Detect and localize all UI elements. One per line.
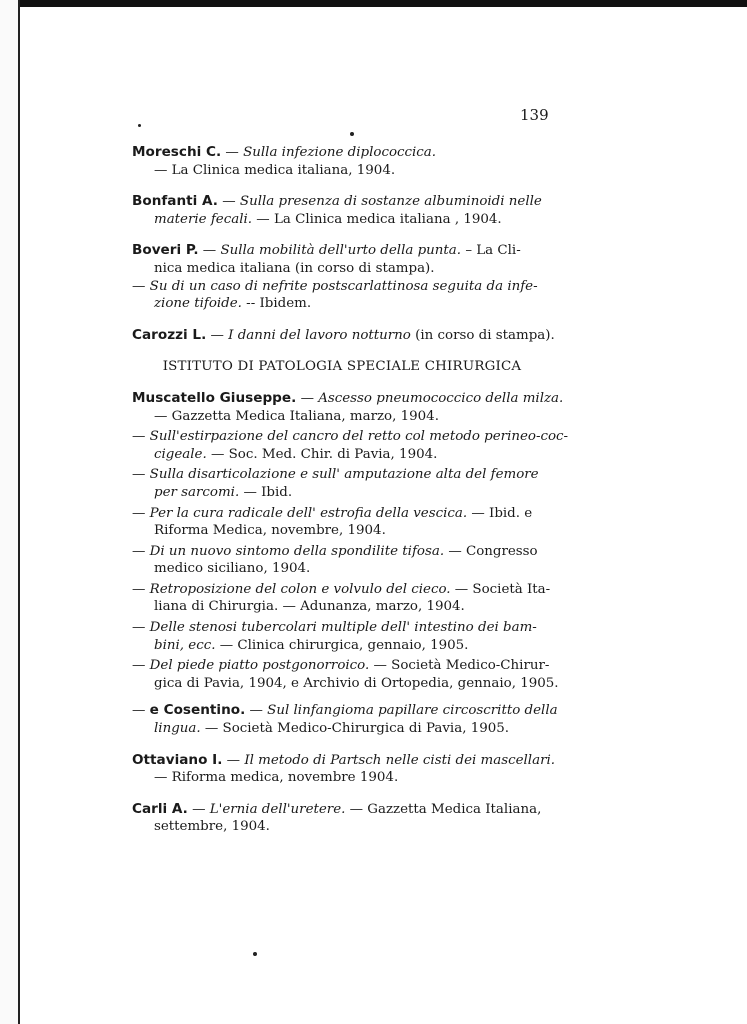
citation: — Soc. Med. Chir. di Pavia, 1904.: [206, 446, 438, 462]
citation: — La Clinica medica italiana, 1904.: [154, 162, 396, 178]
speck: [138, 124, 141, 127]
citation: — Ibid. e: [467, 505, 533, 521]
section-heading: ISTITUTO DI PATOLOGIA SPECIALE CHIRURGICA: [162, 359, 522, 375]
author: Carozzi L.: [132, 326, 207, 343]
entry-muscatello: Muscatello Giuseppe. — Ascesso pneumococcico della milza. — Gazzetta Medica Italiana, marzo, 1904. — Sull'estirpazione del cancro del retto col metodo perineo-coc- cigeale. — Soc. Med. Chir. di Pavia, 1904. — Sulla disarticolazione e sull' amputazione alta del femore per sarcomi. — Ibid. — Per la cura radicale dell' estrofia della vescica. — Ibid. e Riforma Medica, novembre, 1904. — Di un nuovo sintomo della spondilite tifosa. — Congresso medico siciliano, 1904. — Retroposizione del colon e volvulo del cieco. — Società Ita- liana di Chirurgia. — Adunanza, marzo, 1904. — Delle stenosi tubercolari multiple dell' intestino dei bam- bini, ecc. — Clinica chirurgica, gennaio, 1905. — Del piede piatto postgonorroico. — Società Medico-Chirur- gica di Pavia, 1904, e Archivio di Ortopedia, gennaio, 1905. — e Cosentino. — Sul linfangioma papillare circoscritto della lingua. — Società Medico-Chirurgica di Pavia, 1905.: [132, 389, 569, 737]
page-content: [132, 144, 569, 850]
work-title: lingua.: [154, 721, 201, 737]
work-title: per sarcomi.: [154, 484, 240, 500]
work-title: Ascesso pneumococcico della milza.: [318, 390, 564, 406]
author: e Cosentino.: [149, 702, 246, 719]
citation: — Società Medico-Chirurgica di Pavia, 1905.: [200, 721, 510, 737]
work-title: zione tifoide.: [154, 296, 242, 312]
speck: [253, 952, 257, 956]
citation: — Società Medico-Chirur-: [369, 658, 550, 674]
work-title: Delle stenosi tubercolari multiple dell' intestino dei bam-: [149, 620, 537, 636]
work-title: Sull'estirpazione del cancro del retto col metodo perineo-coc-: [149, 429, 569, 445]
work-title: Sulla disarticolazione e sull' amputazione alta del femore: [149, 467, 539, 483]
speck: [350, 132, 354, 136]
scan-top-border: [0, 0, 747, 7]
scan-left-border: [0, 0, 20, 1024]
citation: — Congresso: [444, 543, 538, 559]
work-title: bini, ecc.: [154, 637, 216, 653]
work-title: cigeale.: [154, 446, 207, 462]
entry-bonfanti: Bonfanti A. — Sulla presenza di sostanze albuminoidi nelle materie fecali. — La Clinica medica italiana , 1904.: [132, 193, 542, 227]
citation: – La Cli-: [461, 243, 521, 259]
work-title: Su di un caso di nefrite postscarlattinosa seguita da infe-: [149, 278, 538, 294]
citation: medico siciliano, 1904.: [154, 561, 311, 577]
citation: — La Clinica medica italiana , 1904.: [252, 211, 502, 227]
citation: — Riforma medica, novembre 1904.: [154, 770, 399, 786]
citation: settembre, 1904.: [154, 819, 270, 835]
entry-carli: Carli A. — L'ernia dell'uretere. — Gazzetta Medica Italiana, settembre, 1904.: [132, 801, 552, 836]
work-title: Sulla presenza di sostanze albuminoidi nelle: [239, 194, 542, 210]
author: Bonfanti A.: [132, 193, 218, 210]
author: Moreschi C.: [132, 144, 222, 160]
citation: nica medica italiana (in corso di stampa).: [154, 260, 435, 276]
work-title: materie fecali.: [154, 211, 253, 227]
work-title: Di un nuovo sintomo della spondilite tifosa.: [149, 543, 445, 559]
author: Ottaviano I.: [132, 751, 223, 768]
citation: Riforma Medica, novembre, 1904.: [154, 523, 386, 539]
entry-carozzi: Carozzi L. — I danni del lavoro notturno (in corso di stampa).: [132, 326, 555, 343]
work-title: Sulla infezione diplococcica.: [243, 145, 437, 160]
citation: — Ibid.: [239, 484, 293, 500]
work-title: Sulla mobilità dell'urto della punta.: [220, 243, 462, 259]
work-title: Sul linfangioma papillare circoscritto della: [267, 703, 558, 719]
entry-boveri: Boveri P. — Sulla mobilità dell'urto della punta. – La Cli- nica medica italiana (in corso di stampa). — Su di un caso di nefrite postscarlattinosa seguita da infe- zione tifoide. -- Ibidem.: [132, 242, 552, 312]
entry-moreschi: Moreschi C. — Sulla infezione diplococcica. — La Clinica medica italiana, 1904.: [132, 144, 552, 179]
citation: gica di Pavia, 1904, e Archivio di Ortopedia, gennaio, 1905.: [154, 675, 559, 691]
citation: liana di Chirurgia. — Adunanza, marzo, 1904.: [154, 599, 465, 615]
work-title: Il metodo di Partsch nelle cisti dei mascellari.: [244, 752, 556, 768]
citation: (in corso di stampa).: [410, 327, 555, 343]
work-title: Del piede piatto postgonorroico.: [149, 658, 370, 674]
work-title: Per la cura radicale dell' estrofia della vescica.: [149, 505, 468, 521]
citation: — Gazzetta Medica Italiana, marzo, 1904.: [154, 408, 439, 424]
author: Muscatello Giuseppe.: [132, 389, 297, 406]
work-title: I danni del lavoro notturno: [228, 327, 411, 343]
citation: — Società Ita-: [450, 581, 551, 597]
citation: — Gazzetta Medica Italiana,: [345, 801, 542, 817]
work-title: Retroposizione del colon e volvulo del cieco.: [149, 581, 451, 597]
work-title: L'ernia dell'uretere.: [209, 801, 346, 817]
author: Boveri P.: [132, 242, 199, 259]
entry-ottaviano: Ottaviano I. — Il metodo di Partsch nelle cisti dei mascellari. — Riforma medica, novembre 1904.: [132, 751, 556, 786]
author: Carli A.: [132, 800, 188, 817]
citation: -- Ibidem.: [241, 296, 312, 312]
page-number: 139: [520, 106, 549, 124]
citation: — Clinica chirurgica, gennaio, 1905.: [215, 637, 469, 653]
